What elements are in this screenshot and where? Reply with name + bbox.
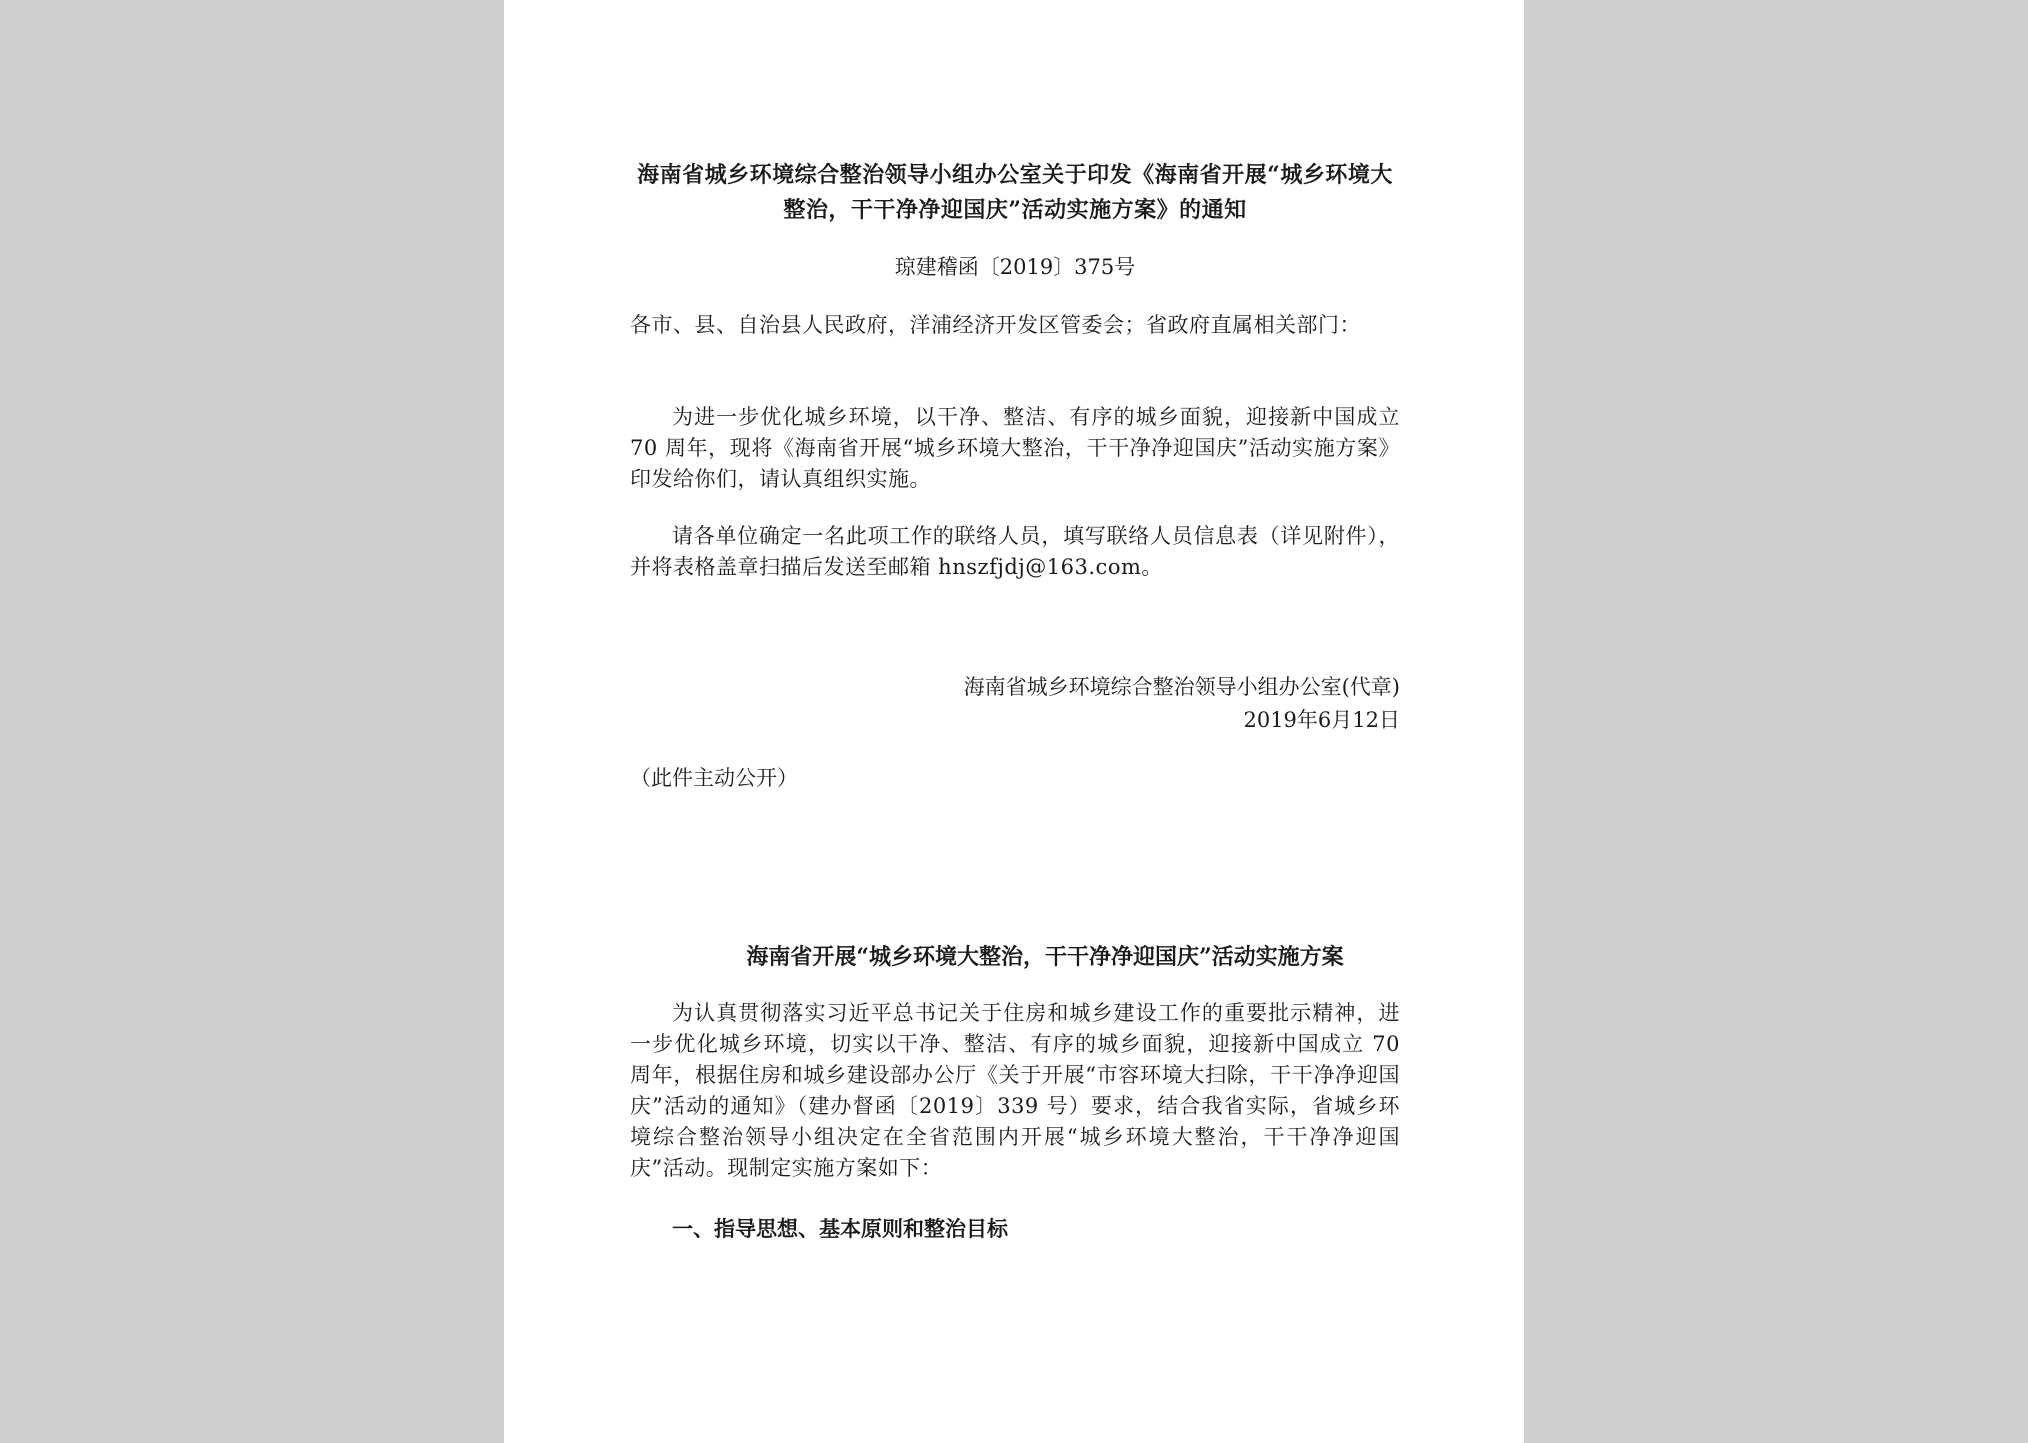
body-paragraph-2: 请各单位确定一名此项工作的联络人员，填写联络人员信息表（详见附件），并将表格盖章扫描后发送至邮箱 hnszfjdj@163.com。 xyxy=(630,524,1400,579)
body-paragraph-3: 为认真贯彻落实习近平总书记关于住房和城乡建设工作的重要批示精神，进一步优化城乡环境，切实以干净、整洁、有序的城乡面貌，迎接新中国成立 70 周年，根据住房和城乡建设部办公厅《关于开展“市容环境大扫除，干干净净迎国庆”活动的通知》（建办督函〔2019〕339 号）要求，结合我省实际，省城乡环境综合整治领导小组决定在全省范围内开展“城乡环境大整治，干干净净迎国庆”活动。现制定实施方案如下： xyxy=(630,1001,1400,1180)
body-paragraph-1: 为进一步优化城乡环境，以干净、整洁、有序的城乡面貌，迎接新中国成立 70 周年，现将《海南省开展“城乡环境大整治，干干净净迎国庆”活动实施方案》印发给你们，请认真组织实施。 xyxy=(630,405,1400,491)
plan-title: 海南省开展“城乡环境大整治，干干净净迎国庆”活动实施方案 xyxy=(746,944,1344,970)
document-page xyxy=(504,0,1524,1443)
signature-date: 2019年6月12日 xyxy=(1243,708,1400,732)
disclosure-note: （此件主动公开） xyxy=(630,766,798,790)
document-title: 海南省城乡环境综合整治领导小组办公室关于印发《海南省开展“城乡环境大整治，干干净净迎国庆”活动实施方案》的通知 xyxy=(637,162,1393,223)
signature-org: 海南省城乡环境综合整治领导小组办公室(代章) xyxy=(963,675,1400,699)
section-heading-1: 一、指导思想、基本原则和整治目标 xyxy=(672,1216,1008,1241)
addressee: 各市、县、自治县人民政府，洋浦经济开发区管委会；省政府直属相关部门： xyxy=(630,313,1361,337)
document-number: 琼建稽函〔2019〕375号 xyxy=(894,255,1136,279)
signature-block xyxy=(630,671,1400,737)
